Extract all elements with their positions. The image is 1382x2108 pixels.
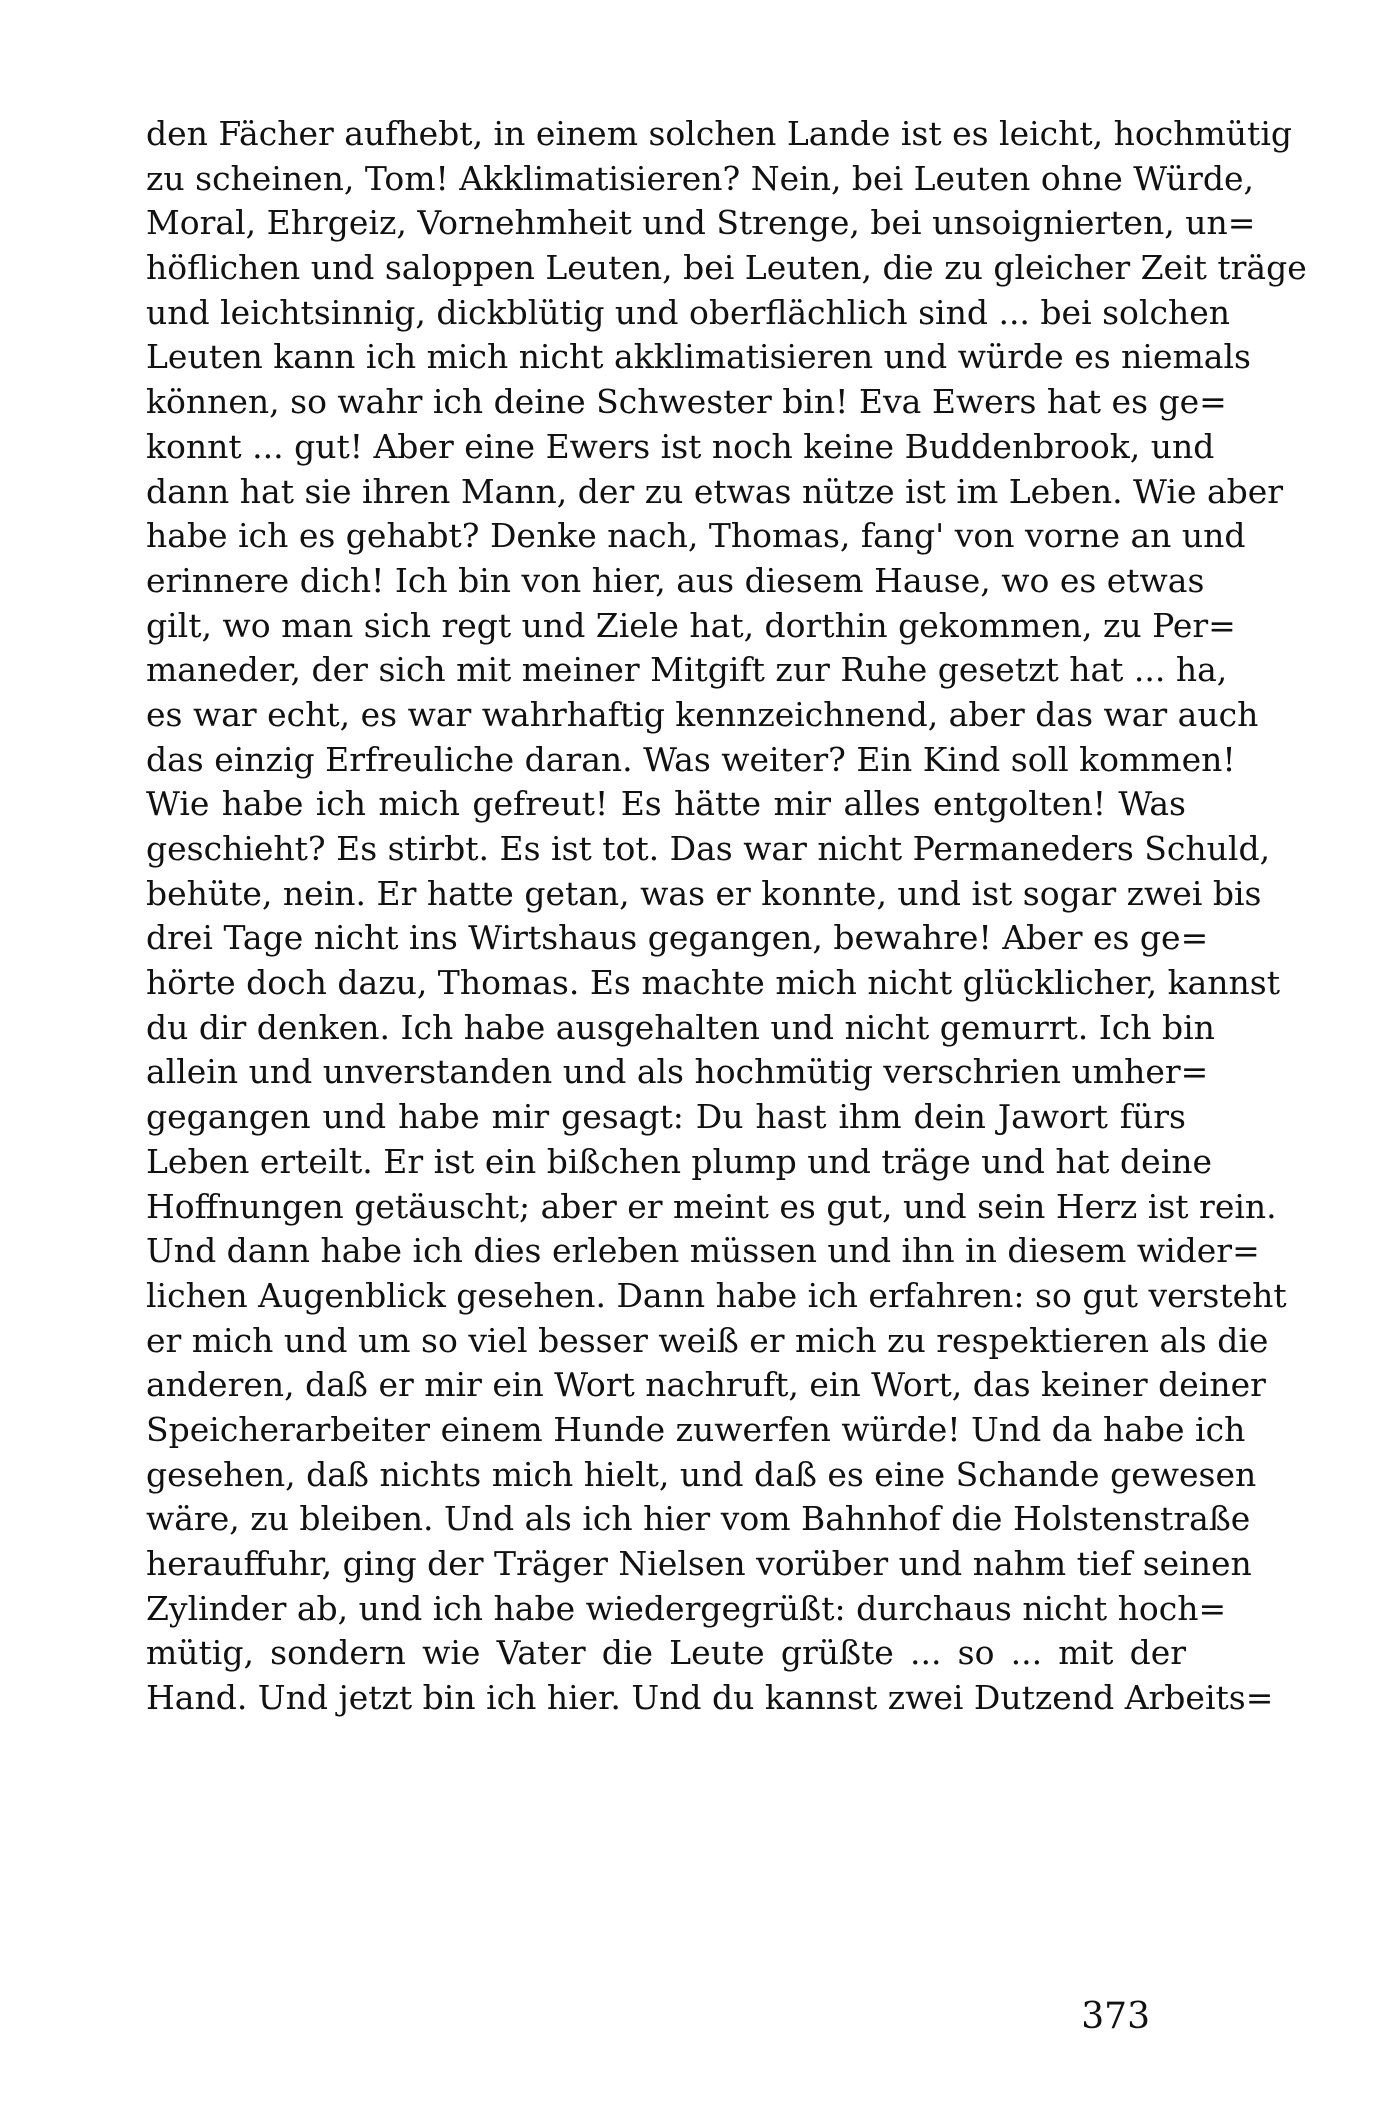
- text-line: maneder, der sich mit meiner Mitgift zur Ruhe gesetzt hat ... ha,: [146, 650, 1228, 690]
- text-line: du dir denken. Ich habe ausgehalten und nicht gemurrt. Ich bin: [146, 1007, 1215, 1047]
- text-line: Leuten kann ich mich nicht akklimatisieren und würde es niemals: [146, 337, 1251, 377]
- text-line: mütig, sondern wie Vater die Leute grüßte ... so ... mit der: [146, 1633, 1186, 1673]
- text-line: dann hat sie ihren Mann, der zu etwas nütze ist im Leben. Wie aber: [146, 471, 1284, 511]
- text-line: lichen Augenblick gesehen. Dann habe ich erfahren: so gut versteht: [146, 1275, 1287, 1315]
- text-line: können, so wahr ich deine Schwester bin! Eva Ewers hat es ge=: [146, 382, 1227, 422]
- text-line: behüte, nein. Er hatte getan, was er konnte, und ist sogar zwei bis: [146, 873, 1262, 913]
- text-line: es war echt, es war wahrhaftig kennzeichnend, aber das war auch: [146, 694, 1259, 734]
- text-line: anderen, daß er mir ein Wort nachruft, ein Wort, das keiner deiner: [146, 1365, 1266, 1405]
- text-line: das einzig Erfreuliche daran. Was weiter? Ein Kind soll kommen!: [146, 739, 1236, 779]
- text-line: Hand. Und jetzt bin ich hier. Und du kannst zwei Dutzend Arbeits=: [146, 1678, 1274, 1718]
- text-line: gilt, wo man sich regt und Ziele hat, dorthin gekommen, zu Per=: [146, 605, 1236, 645]
- text-line: er mich und um so viel besser weiß er mich zu respektieren als die: [146, 1320, 1269, 1360]
- text-line: herauffuhr, ging der Träger Nielsen vorüber und nahm tief seinen: [146, 1544, 1252, 1583]
- text-line: konnt ... gut! Aber eine Ewers ist noch keine Buddenbrook, und: [146, 426, 1215, 466]
- text-line: Leben erteilt. Er ist ein bißchen plump und träge und hat deine: [146, 1141, 1213, 1181]
- text-line: den Fächer aufhebt, in einem solchen Lande ist es leicht, hochmütig: [146, 114, 1292, 153]
- text-line: Zylinder ab, und ich habe wiedergegrüßt: durchaus nicht hoch=: [146, 1588, 1227, 1628]
- text-line: Speicherarbeiter einem Hunde zuwerfen würde! Und da habe ich: [146, 1409, 1246, 1449]
- text-line: gegangen und habe mir gesagt: Du hast ihm dein Jawort fürs: [146, 1097, 1186, 1137]
- text-line: gesehen, daß nichts mich hielt, und daß es eine Schande gewesen: [146, 1454, 1257, 1494]
- text-line: erinnere dich! Ich bin von hier, aus diesem Hause, wo es etwas: [146, 560, 1205, 600]
- text-line: allein und unverstanden und als hochmütig verschrien umher=: [146, 1052, 1209, 1092]
- text-line: zu scheinen, Tom! Akklimatisieren? Nein, bei Leuten ohne Würde,: [146, 158, 1254, 198]
- body-text: [146, 112, 1307, 1721]
- text-line: drei Tage nicht ins Wirtshaus gegangen, bewahre! Aber es ge=: [146, 918, 1209, 958]
- text-line: Wie habe ich mich gefreut! Es hätte mir alles entgolten! Was: [146, 784, 1186, 824]
- text-line: wäre, zu bleiben. Und als ich hier vom Bahnhof die Holstenstraße: [146, 1499, 1251, 1539]
- text-line: höflichen und saloppen Leuten, bei Leuten, die zu gleicher Zeit träge: [146, 248, 1307, 288]
- text-line: habe ich es gehabt? Denke nach, Thomas, fang' von vorne an und: [146, 516, 1246, 556]
- page-number: 373: [1081, 1996, 1150, 2037]
- text-line: und leichtsinnig, dickblütig und oberflächlich sind ... bei solchen: [146, 292, 1230, 332]
- text-line: geschieht? Es stirbt. Es ist tot. Das war nicht Permaneders Schuld,: [146, 829, 1271, 868]
- text-line: Und dann habe ich dies erleben müssen und ihn in diesem wider=: [146, 1231, 1260, 1271]
- text-line: Hoffnungen getäuscht; aber er meint es gut, und sein Herz ist rein.: [146, 1186, 1277, 1226]
- text-line: hörte doch dazu, Thomas. Es machte mich nicht glücklicher, kannst: [146, 963, 1280, 1003]
- text-line: Moral, Ehrgeiz, Vornehmheit und Strenge, bei unsoignierten, un=: [146, 203, 1256, 243]
